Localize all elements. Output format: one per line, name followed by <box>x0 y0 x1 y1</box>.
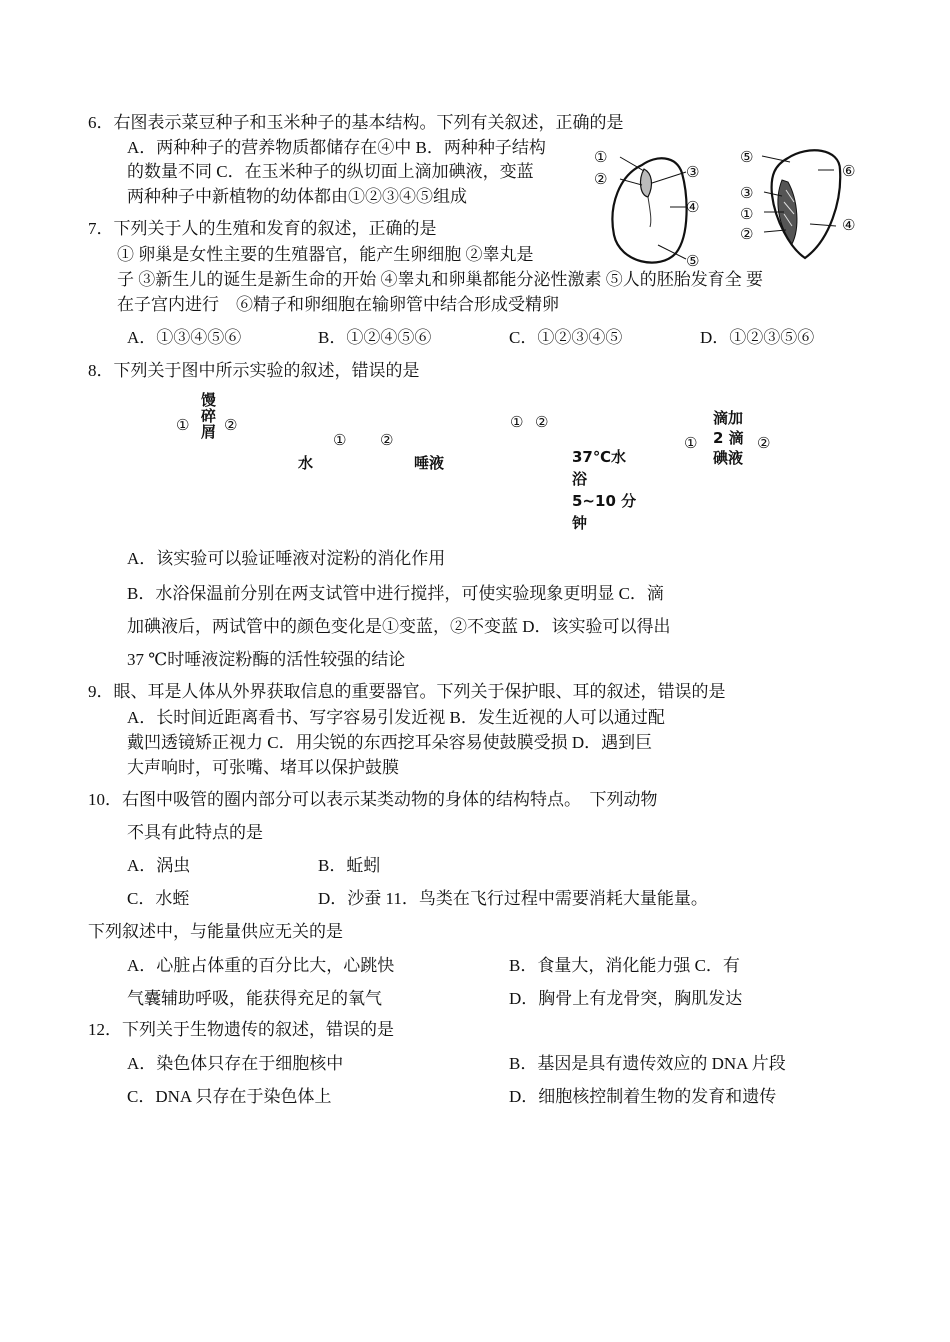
q12-option-a: A．染色体只存在于细胞核中 <box>127 1054 344 1073</box>
q9-line1: A．长时间近距离看书、写字容易引发近视 B．发生近视的人可以通过配 <box>127 708 665 727</box>
corn-label-3: ③ <box>740 184 754 202</box>
exp-d-tube-2: ② <box>757 434 771 452</box>
q7-line1: ① 卵巢是女性主要的生殖器官，能产生卵细胞 ②睾丸是 <box>117 245 534 264</box>
q10-stem-cont: 不具有此特点的是 <box>127 823 263 842</box>
q6-line3: 两种种子中新植物的幼体都由①②③④⑤组成 <box>127 187 467 206</box>
q11-option-a: A．心脏占体重的百分比大，心跳快 <box>127 956 395 975</box>
q7-option-b: B．①②④⑤⑥ <box>318 328 432 347</box>
q7-option-d: D．①②③⑤⑥ <box>700 328 815 347</box>
bean-seed-figure <box>590 135 730 275</box>
q10-option-c: C．水蛭 <box>127 889 190 908</box>
q8-option-c: 加碘液后，两试管中的颜色变化是①变蓝，②不变蓝 D．该实验可以得出 <box>127 617 671 636</box>
exp-b-tube-1: ① <box>333 431 347 449</box>
exp-c-tube-1: ① <box>510 413 524 431</box>
q7-stem: 7．下列关于人的生殖和发育的叙述，正确的是 <box>88 219 437 238</box>
exp-b-tube-2: ② <box>380 431 394 449</box>
corn-label-6: ⑥ <box>842 162 856 180</box>
q10-stem: 10．右图中吸管的圈内部分可以表示某类动物的身体的结构特点。 下列动物 <box>88 790 658 809</box>
exp-a-label: 馒 碎 屑 <box>201 391 217 441</box>
q7-option-a: A．①③④⑤⑥ <box>127 328 242 347</box>
q8-option-b: B．水浴保温前分别在两支试管中进行搅拌，可使实验现象更明显 C．滴 <box>127 584 664 603</box>
bean-label-1: ① <box>594 148 608 166</box>
exp-b-water-label: 水 <box>298 454 314 472</box>
exp-b-saliva-label: 唾液 <box>414 454 445 472</box>
exp-d-label: 滴加 2 滴 碘液 <box>713 409 744 467</box>
q7-line2: 子 ③新生儿的诞生是新生命的开始 ④睾丸和卵巢都能分泌性激素 ⑤人的胚胎发育全 要 <box>117 270 763 289</box>
q12-stem: 12．下列关于生物遗传的叙述，错误的是 <box>88 1020 394 1039</box>
q8-option-a: A．该实验可以验证唾液对淀粉的消化作用 <box>127 549 446 568</box>
q10-option-a: A．涡虫 <box>127 856 191 875</box>
corn-label-5: ⑤ <box>740 148 754 166</box>
q11-option-d: D．胸骨上有龙骨突，胸肌发达 <box>509 989 743 1008</box>
corn-label-2: ② <box>740 225 754 243</box>
q6-stem: 6．右图表示菜豆种子和玉米种子的基本结构。下列有关叙述，正确的是 <box>88 113 624 132</box>
exp-a-tube-2: ② <box>224 416 238 434</box>
bean-label-3: ③ <box>686 163 700 181</box>
corn-label-4: ④ <box>842 216 856 234</box>
corn-label-1: ① <box>740 205 754 223</box>
q8-option-d: 37 ℃时唾液淀粉酶的活性较强的结论 <box>127 650 406 669</box>
exp-a-tube-1: ① <box>176 416 190 434</box>
exp-d-tube-1: ① <box>684 434 698 452</box>
q9-stem: 9．眼、耳是人体从外界获取信息的重要器官。下列关于保护眼、耳的叙述，错误的是 <box>88 682 726 701</box>
q12-option-b: B．基因是具有遗传效应的 DNA 片段 <box>509 1054 786 1073</box>
bean-label-2: ② <box>594 170 608 188</box>
corn-seed-figure <box>760 140 870 265</box>
q11-option-c-cont: 气囊辅助呼吸，能获得充足的氧气 <box>127 989 382 1008</box>
q11-stem: 下列叙述中，与能量供应无关的是 <box>88 922 343 941</box>
q6-line2: 的数量不同 C．在玉米种子的纵切面上滴加碘液，变蓝 <box>127 162 534 181</box>
q12-option-c: C．DNA 只存在于染色体上 <box>127 1087 332 1106</box>
exp-c-bath-label: 37℃水 浴 5~10 分 钟 <box>572 448 637 532</box>
q9-line3: 大声响时，可张嘴、堵耳以保护鼓膜 <box>127 758 399 777</box>
q10-option-b: B．蚯蚓 <box>318 856 381 875</box>
q6-line1: A．两种种子的营养物质都储存在④中 B．两种种子结构 <box>127 138 546 157</box>
q7-line3: 在子宫内进行 ⑥精子和卵细胞在输卵管中结合形成受精卵 <box>117 295 559 314</box>
q8-stem: 8．下列关于图中所示实验的叙述，错误的是 <box>88 361 420 380</box>
q12-option-d: D．细胞核控制着生物的发育和遗传 <box>509 1087 777 1106</box>
q9-line2: 戴凹透镜矫正视力 C．用尖锐的东西挖耳朵容易使鼓膜受损 D．遇到巨 <box>127 733 653 752</box>
q11-option-b-c: B．食量大，消化能力强 C．有 <box>509 956 740 975</box>
bean-label-5: ⑤ <box>686 252 700 270</box>
bean-label-4: ④ <box>686 198 700 216</box>
q10-option-d-q11-stem: D．沙蚕 11．鸟类在飞行过程中需要消耗大量能量。 <box>318 889 708 908</box>
q7-option-c: C．①②③④⑤ <box>509 328 623 347</box>
exp-c-tube-2: ② <box>535 413 549 431</box>
